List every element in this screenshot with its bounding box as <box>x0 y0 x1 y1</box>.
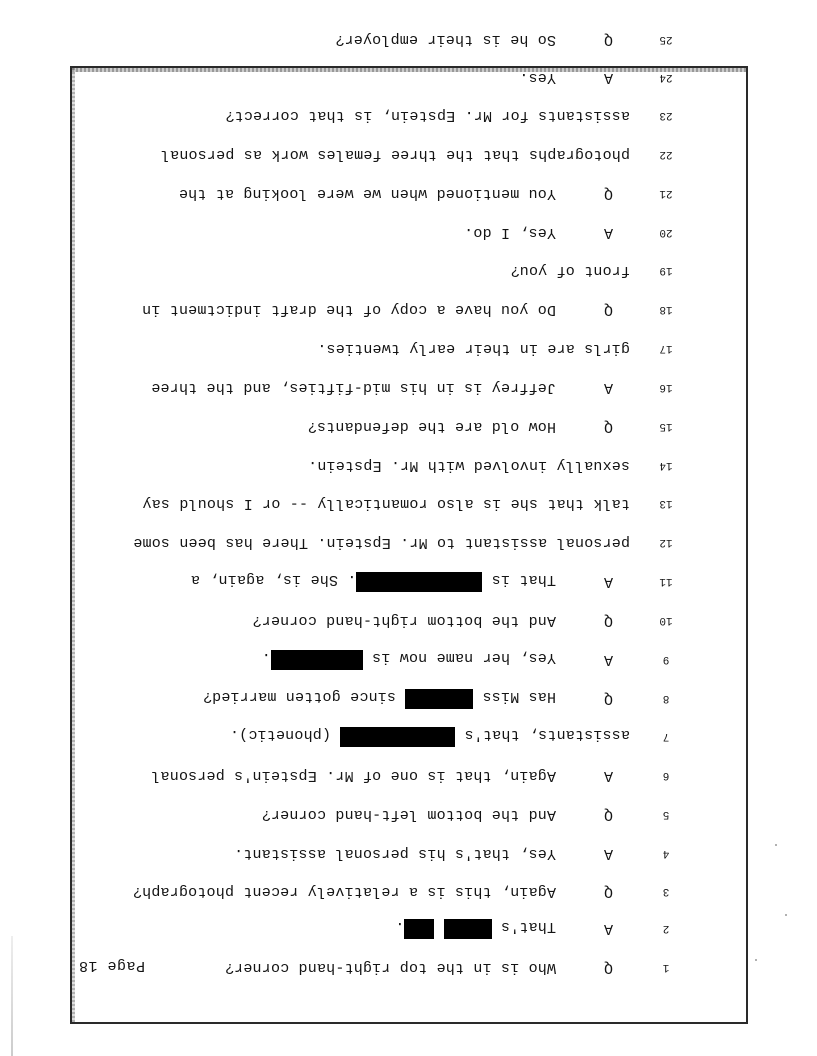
redaction-block <box>444 919 492 939</box>
line-number: 23 <box>659 109 673 121</box>
answer-marker: A <box>603 920 613 937</box>
transcript-line <box>68 725 746 747</box>
transcript-line <box>68 143 746 165</box>
scan-speck <box>755 959 757 961</box>
line-text <box>395 915 556 939</box>
line-number: 18 <box>659 303 673 315</box>
answer-marker: A <box>603 651 613 668</box>
transcript-line <box>68 531 746 553</box>
transcript-line <box>68 880 746 902</box>
line-number: 12 <box>659 536 673 548</box>
transcript-frame <box>70 31 748 1024</box>
scan-speck <box>785 914 787 916</box>
text-segment: since gotten married? <box>202 688 406 705</box>
line-number: 19 <box>659 264 673 276</box>
line-text <box>234 842 556 864</box>
text-segment: That's <box>491 918 556 935</box>
line-number: 14 <box>659 459 673 471</box>
transcript-line <box>68 687 746 709</box>
question-marker: Q <box>603 185 613 202</box>
line-number: 3 <box>662 885 670 897</box>
redaction-block <box>405 689 473 709</box>
line-number: 1 <box>662 961 670 973</box>
line-number: 11 <box>659 575 673 587</box>
line-text <box>191 568 556 592</box>
answer-marker: A <box>603 69 613 86</box>
question-marker: Q <box>603 959 613 976</box>
transcript-line <box>68 415 746 437</box>
transcript-line <box>68 104 746 126</box>
line-text <box>179 182 556 204</box>
line-number: 2 <box>662 922 670 934</box>
text-segment: Jeffrey is in his mid-fifties, and the three <box>151 379 556 396</box>
transcript-line <box>68 221 746 243</box>
scan-speck <box>775 844 777 846</box>
text-segment: front of you? <box>510 262 630 279</box>
text-segment: Again, that is one of Mr. Epstein's personal <box>151 767 556 784</box>
transcript-line <box>68 28 746 50</box>
line-number: 20 <box>659 226 673 238</box>
answer-marker: A <box>603 573 613 590</box>
line-text <box>510 259 630 281</box>
text-segment: And the bottom left-hand corner? <box>261 806 556 823</box>
text-segment: Yes, her name now is <box>362 649 556 666</box>
transcript-line <box>68 648 746 670</box>
line-text <box>133 880 556 902</box>
transcript-line <box>68 298 746 320</box>
transcript-line <box>68 259 746 281</box>
line-text <box>142 298 556 320</box>
text-segment: . <box>261 649 271 666</box>
transcript-line <box>68 609 746 631</box>
line-text <box>230 723 630 747</box>
text-segment <box>434 918 443 935</box>
text-segment: Yes, that's his personal assistant. <box>233 845 556 862</box>
line-text <box>225 104 630 126</box>
question-marker: Q <box>603 418 613 435</box>
text-segment: talk that she is also romantically -- or I should say <box>142 495 630 512</box>
line-text <box>308 415 556 437</box>
scan-edge <box>11 936 13 1056</box>
line-number: 5 <box>662 808 670 820</box>
transcript-line <box>68 492 746 514</box>
transcript-line <box>68 454 746 476</box>
text-segment: personal assistant to Mr. Epstein. There has been some <box>133 534 630 551</box>
redaction-block <box>340 727 455 747</box>
text-segment: . She is, again, a <box>190 571 357 588</box>
line-number: 16 <box>659 381 673 393</box>
line-number: 22 <box>659 148 673 160</box>
line-number: 9 <box>662 653 670 665</box>
text-segment: How old are the defendants? <box>307 418 556 435</box>
line-number: 7 <box>662 730 670 742</box>
text-segment: assistants for Mr. Epstein, is that correct? <box>225 107 630 124</box>
line-text <box>133 531 630 553</box>
line-text <box>335 28 556 50</box>
transcript-line <box>68 376 746 398</box>
answer-marker: A <box>603 224 613 241</box>
text-segment: . <box>395 918 405 935</box>
answer-marker: A <box>603 379 613 396</box>
text-segment: Has Miss <box>473 688 556 705</box>
page-number-label: Page 18 <box>78 957 145 974</box>
line-text <box>151 764 556 786</box>
line-number: 24 <box>659 71 673 83</box>
question-marker: Q <box>603 806 613 823</box>
line-text <box>317 337 630 359</box>
answer-marker: A <box>603 845 613 862</box>
transcript-line <box>68 764 746 786</box>
text-segment: And the bottom right-hand corner? <box>252 612 556 629</box>
line-number: 4 <box>662 847 670 859</box>
text-segment: You mentioned when we were looking at the <box>178 185 556 202</box>
text-segment: Again, this is a relatively recent photograph? <box>132 883 556 900</box>
text-segment: That is <box>482 571 556 588</box>
line-text <box>262 646 556 670</box>
transcript-line <box>68 956 746 978</box>
redaction-block <box>404 919 434 939</box>
answer-marker: A <box>603 767 613 784</box>
question-marker: Q <box>603 612 613 629</box>
line-number: 17 <box>659 342 673 354</box>
line-number: 6 <box>662 769 670 781</box>
line-number: 15 <box>659 420 673 432</box>
line-number: 10 <box>659 614 673 626</box>
transcript-line <box>68 182 746 204</box>
text-segment: girls are in their early twenties. <box>317 340 630 357</box>
line-text <box>142 492 630 514</box>
transcript-line <box>68 570 746 592</box>
text-segment: Do you have a copy of the draft indictment in <box>141 301 556 318</box>
line-text <box>252 609 556 631</box>
transcript-line <box>68 803 746 825</box>
transcript-line <box>68 842 746 864</box>
line-text <box>161 143 630 165</box>
redaction-block <box>271 650 363 670</box>
line-text <box>203 685 556 709</box>
text-segment: sexually involved with Mr. Epstein. <box>307 457 630 474</box>
question-marker: Q <box>603 883 613 900</box>
line-text <box>225 956 556 978</box>
transcript-line <box>68 337 746 359</box>
line-number: 25 <box>659 33 673 45</box>
line-number: 13 <box>659 497 673 509</box>
question-marker: Q <box>603 690 613 707</box>
text-segment: Yes. <box>519 69 556 86</box>
question-marker: Q <box>603 31 613 48</box>
text-segment: Who is in the top right-hand corner? <box>224 959 556 976</box>
line-text <box>151 376 556 398</box>
text-segment: (phonetic). <box>229 726 341 743</box>
text-segment: photographs that the three females work as personal <box>160 146 630 163</box>
redaction-block <box>356 572 482 592</box>
line-number: 8 <box>662 692 670 704</box>
line-text <box>308 454 630 476</box>
text-segment: Yes, I do. <box>463 224 556 241</box>
text-segment: assistants, that's <box>455 726 630 743</box>
line-number: 21 <box>659 187 673 199</box>
text-segment: So he is their employer? <box>335 31 556 48</box>
line-text <box>464 221 556 243</box>
transcript-line <box>68 917 746 939</box>
question-marker: Q <box>603 301 613 318</box>
line-text <box>262 803 556 825</box>
transcript-line <box>68 66 746 88</box>
line-text <box>519 66 556 88</box>
